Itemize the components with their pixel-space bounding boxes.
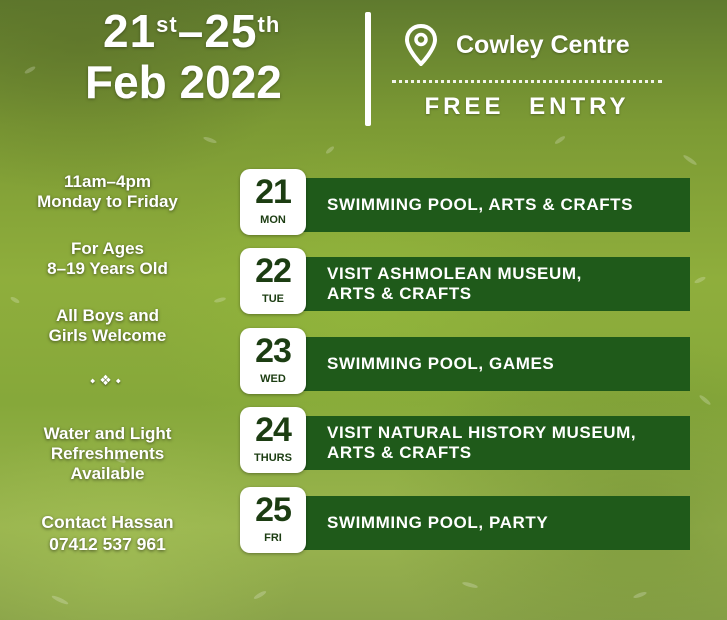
activity-bar [290,416,690,470]
refreshments-line-2: Refreshments [50,444,165,463]
month-year: Feb 2022 [85,56,282,108]
refreshments-info [10,424,205,484]
activity-line-2: ARTS & CRAFTS [327,284,472,303]
activity-bar [290,178,690,232]
activity-text [327,354,554,374]
free-entry-label: FREE ENTRY [424,93,630,120]
weekday: THURS [254,452,292,464]
schedule-row-fri [240,487,690,553]
start-day: 21 [103,5,157,57]
end-day: 25 [204,5,258,57]
welcome-info [10,306,205,346]
activity-bar [290,337,690,391]
welcome-line-2: Girls Welcome [48,326,167,345]
weekday: TUE [262,293,284,305]
date-range [85,6,305,56]
ages-line-1: For Ages [70,239,145,258]
weekday: FRI [264,532,282,544]
weekday: MON [260,214,286,226]
dotted-divider [392,80,662,83]
activity-line-1: VISIT ASHMOLEAN MUSEUM, [327,264,582,283]
end-day-suffix: th [257,12,281,37]
activity-line-2: ARTS & CRAFTS [327,443,472,462]
weekday: WED [260,373,286,385]
schedule-row-tue [240,248,690,314]
contact-phone: 07412 537 961 [49,534,166,554]
refreshments-line-1: Water and Light [43,424,172,443]
ages-info [10,239,205,279]
refreshments-line-3: Available [70,464,145,483]
activity-text [327,423,636,463]
day-number: 25 [255,491,291,529]
location [404,24,630,66]
schedule-row-thurs [240,407,690,473]
activity-text [327,195,633,215]
day-number: 23 [255,332,291,370]
contact-name: Contact Hassan [41,512,174,532]
ages-line-2: 8–19 Years Old [47,259,168,278]
day-badge [240,328,306,394]
activity-line-1: SWIMMING POOL, GAMES [327,354,555,373]
contact-info [10,511,205,555]
activity-bar [290,496,690,550]
activity-line-1: VISIT NATURAL HISTORY MUSEUM, [327,423,637,442]
activity-line-1: SWIMMING POOL, ARTS & CRAFTS [327,195,634,214]
activity-text [327,264,582,304]
welcome-line-1: All Boys and [56,306,159,325]
start-day-suffix: st [156,12,178,37]
day-number: 22 [255,252,291,290]
day-badge [240,169,306,235]
hours-text: 11am–4pm [64,172,151,191]
ornament-divider: ⬩❖⬩ [90,372,125,388]
day-badge [240,248,306,314]
schedule-row-mon [240,169,690,235]
schedule-row-wed [240,328,690,394]
activity-text [327,513,548,533]
map-pin-icon [404,24,438,66]
activity-bar [290,257,690,311]
hours-info [10,172,205,212]
header-divider [365,12,371,126]
day-badge [240,487,306,553]
date-dash: – [177,5,205,57]
activity-line-1: SWIMMING POOL, PARTY [327,513,549,532]
event-dates [85,6,305,108]
days-text: Monday to Friday [37,192,178,211]
location-name: Cowley Centre [456,30,630,59]
day-number: 21 [255,173,291,211]
day-badge [240,407,306,473]
day-number: 24 [255,411,291,449]
